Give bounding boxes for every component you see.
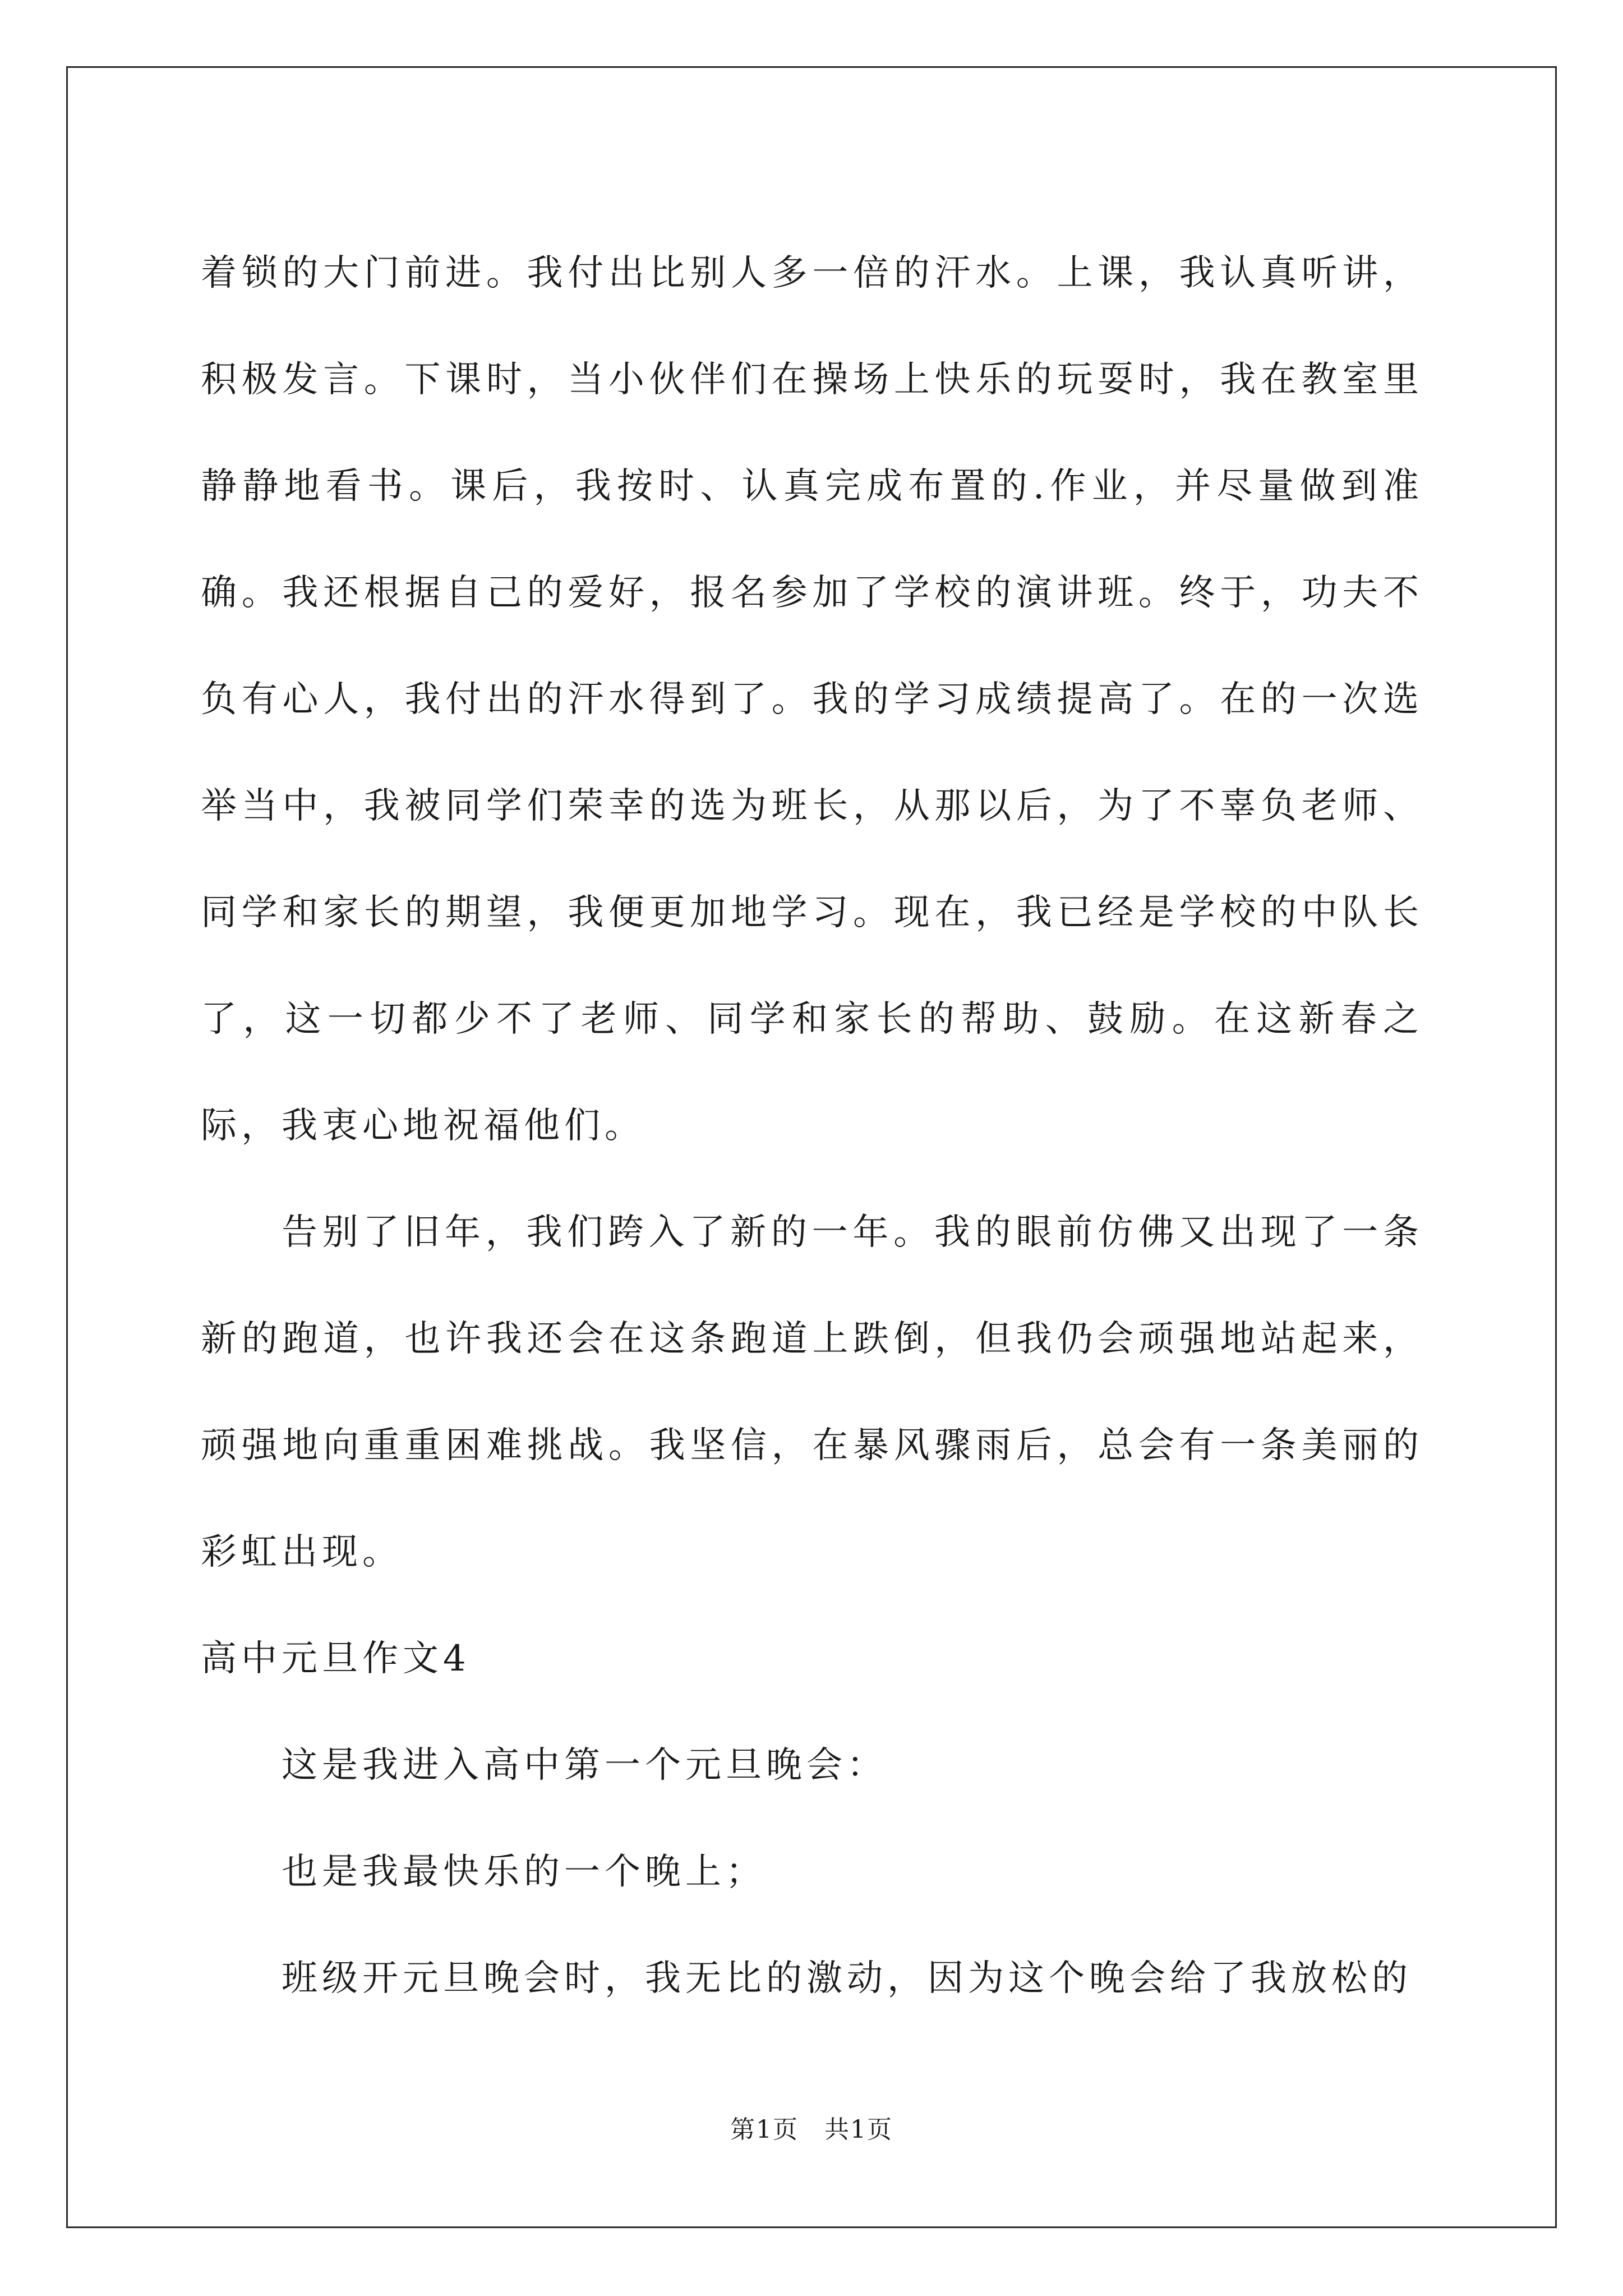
paragraph-2: 告别了旧年，我们跨入了新的一年。我的眼前仿佛又出现了一条新的跑道，也许我还会在这条跑道上跌倒，但我仍会顽强地站起来，顽强地向重重困难挑战。我坚信，在暴风骤雨后，总会有一条美丽的彩虹出现。: [201, 1212, 1423, 1573]
section-paragraph-1: 这是我进入高中第一个元旦晚会：: [282, 1745, 887, 1786]
page-footer: [0, 2109, 1623, 2145]
paragraph-1: 着锁的大门前进。我付出比别人多一倍的汗水。上课，我认真听讲，积极发言。下课时，当小伙伴们在操场上快乐的玩耍时，我在教室里静静地看书。课后，我按时、认真完成布置的.作业，并尽量做到准确。我还根据自己的爱好，报名参加了学校的演讲班。终于，功夫不负有心人，我付出的汗水得到了。我的学习成绩提高了。在的一次选举当中，我被同学们荣幸的选为班长，从那以后，为了不辜负老师、同学和家长的期望，我便更加地学习。现在，我已经是学校的中队长了，这一切都少不了老师、同学和家长的帮助、鼓励。在这新春之际，我衷心地祝福他们。: [201, 252, 1423, 1147]
page-number: 第1页: [730, 2115, 799, 2144]
section-paragraph-2: 也是我最快乐的一个晚上；: [282, 1851, 766, 1893]
document-body: [201, 220, 1423, 2032]
section-paragraph-3: 班级开元旦晚会时，我无比的激动，因为这个晚会给了我放松的: [282, 1958, 1412, 1999]
section-heading: 高中元旦作文4: [201, 1638, 471, 1680]
page-total: 共1页: [824, 2115, 893, 2144]
